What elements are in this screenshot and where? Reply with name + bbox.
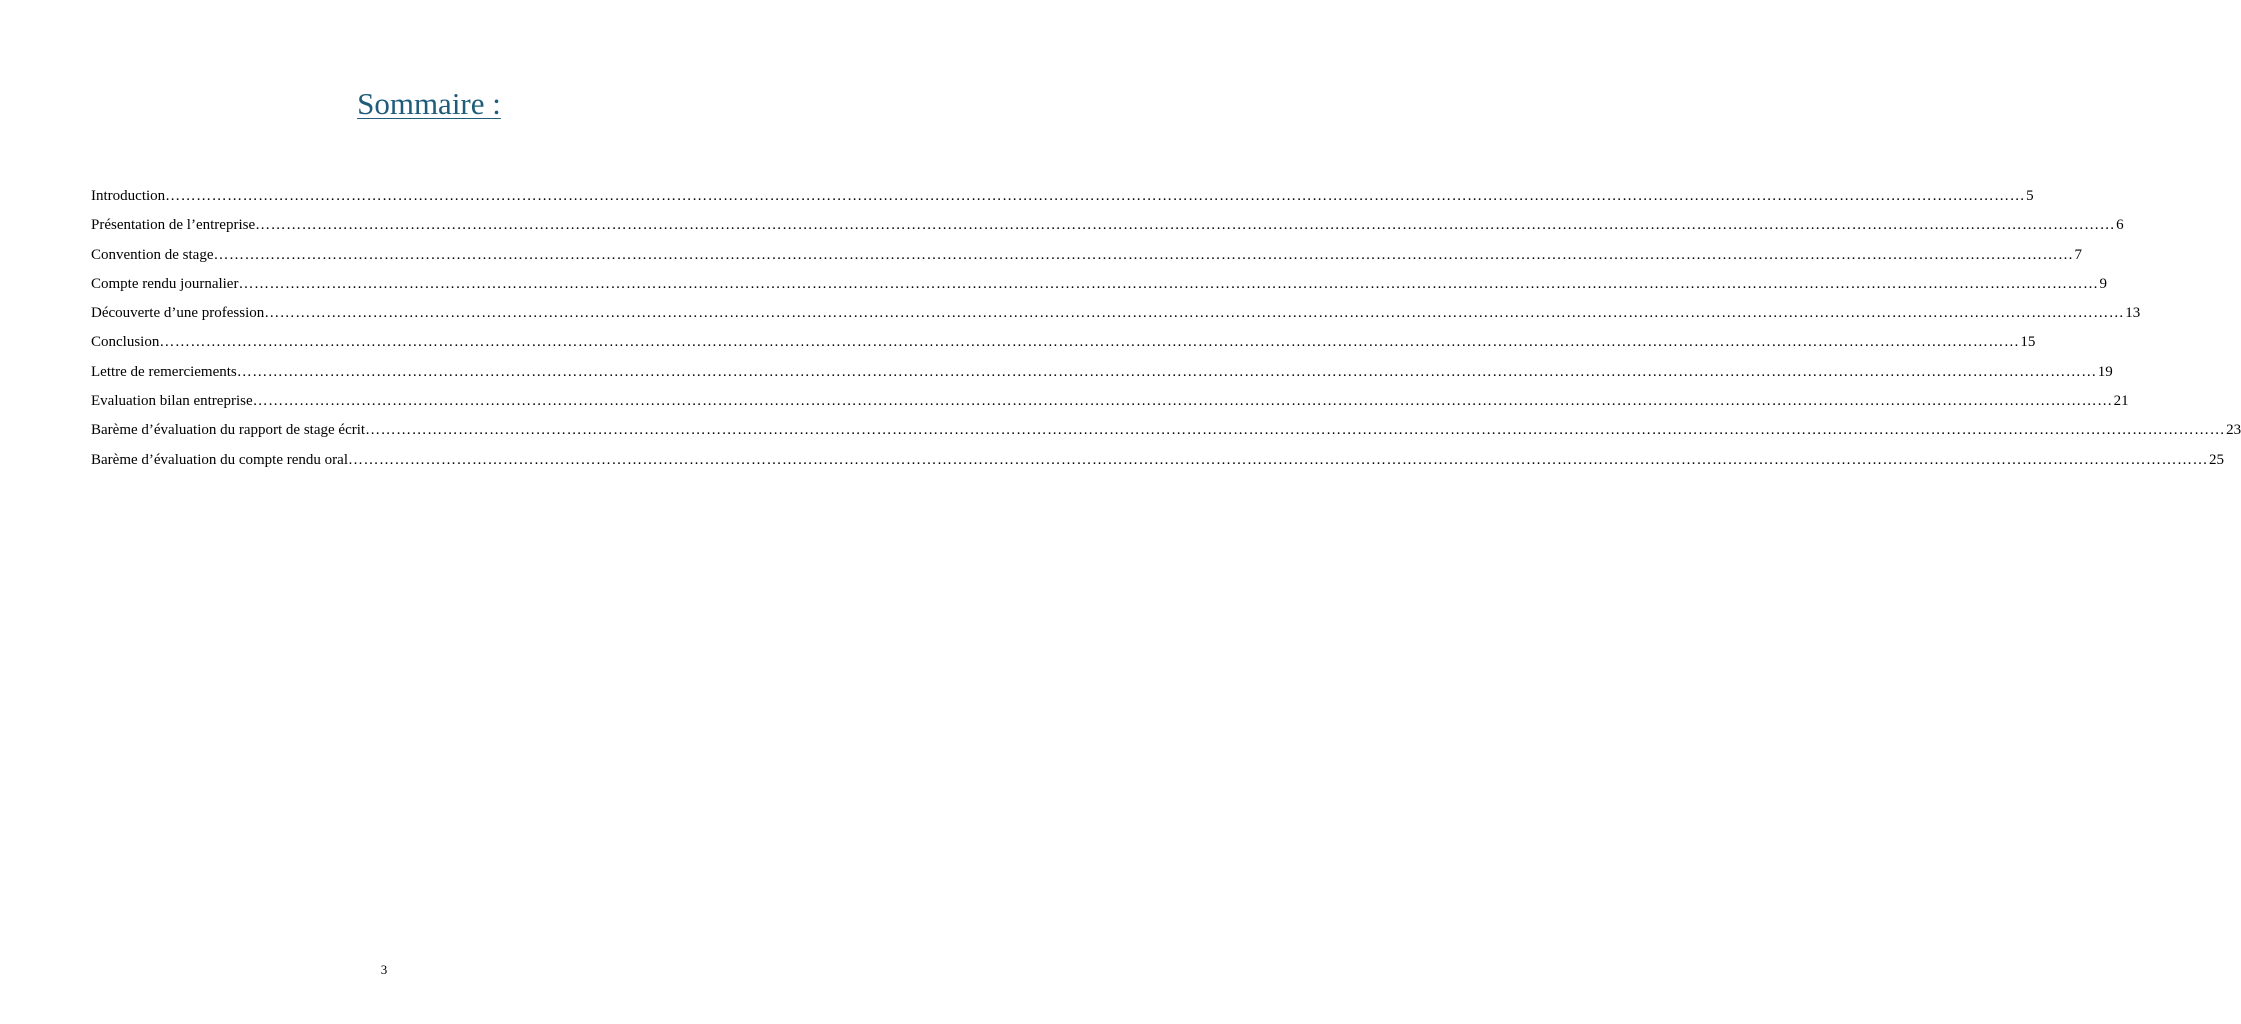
toc-entry-page: 25 bbox=[2209, 451, 2224, 468]
toc-entry-introduction[interactable] bbox=[91, 184, 2034, 213]
toc-entry-page: 13 bbox=[2125, 305, 2141, 322]
toc-dot-leader: ……………………………………………………………………………………………………………………………………………………………………………………………………………………………………………………………………………………………………………………………… bbox=[252, 393, 2113, 410]
toc-dot-leader: ……………………………………………………………………………………………………………………………………………………………………………………………………………………………………………………………………………………………………………………………… bbox=[255, 217, 2116, 234]
toc-dot-leader: ……………………………………………………………………………………………………………………………………………………………………………………………………………………………………………………………………………………………………………………………… bbox=[159, 334, 2020, 351]
toc-dot-leader: ……………………………………………………………………………………………………………………………………………………………………………………………………………………………………………………………………………………………………………………………… bbox=[238, 275, 2099, 292]
toc-entry-page: 7 bbox=[2074, 246, 2082, 263]
toc-entry-conclusion[interactable] bbox=[91, 330, 2036, 359]
toc-dot-leader: ……………………………………………………………………………………………………………………………………………………………………………………………………………………………………………………………………………………………………………………………… bbox=[264, 305, 2125, 322]
toc-entry-page: 21 bbox=[2113, 393, 2129, 410]
toc-entry-label: Lettre de remerciements bbox=[91, 363, 237, 380]
toc-entry-bareme-oral[interactable] bbox=[91, 448, 2224, 477]
toc-dot-leader: ……………………………………………………………………………………………………………………………………………………………………………………………………………………………………………………………………………………………………………………………… bbox=[236, 363, 2097, 380]
toc-entry-page: 15 bbox=[2020, 334, 2036, 351]
toc-entry-label: Evaluation bilan entreprise bbox=[91, 393, 253, 410]
toc-entry-decouverte[interactable] bbox=[91, 301, 2141, 330]
toc-dot-leader: ……………………………………………………………………………………………………………………………………………………………………………………………………………………………………………………………………………………………………………………………… bbox=[365, 422, 2226, 439]
toc-entry-page: 19 bbox=[2097, 363, 2113, 380]
toc-entry-label: Présentation de l’entreprise bbox=[91, 217, 256, 234]
toc-entry-convention[interactable] bbox=[91, 243, 2082, 272]
toc-entry-presentation[interactable] bbox=[91, 213, 2124, 242]
toc-entry-label: Barème d’évaluation du rapport de stage écrit bbox=[91, 422, 366, 439]
toc-entry-label: Conclusion bbox=[91, 334, 160, 351]
toc-dot-leader: ……………………………………………………………………………………………………………………………………………………………………………………………………………………………………………………………………………………………………………………………… bbox=[213, 246, 2074, 263]
page-title: Sommaire : bbox=[357, 86, 501, 121]
toc-dot-leader: ……………………………………………………………………………………………………………………………………………………………………………………………………………………………………………………………………………………………………………………………… bbox=[165, 188, 2026, 204]
table-of-contents bbox=[91, 184, 2241, 477]
toc-entry-bareme-ecrit[interactable] bbox=[91, 418, 2241, 447]
toc-dot-leader: ……………………………………………………………………………………………………………………………………………………………………………………………………………………………………………………………………………………………………………………………… bbox=[348, 451, 2208, 468]
toc-entry-evaluation-bilan[interactable] bbox=[91, 389, 2129, 418]
toc-entry-page: 6 bbox=[2116, 217, 2124, 234]
toc-entry-label: Introduction bbox=[91, 188, 166, 204]
toc-entry-label: Barème d’évaluation du compte rendu oral bbox=[91, 451, 348, 468]
toc-entry-label: Compte rendu journalier bbox=[91, 275, 239, 292]
toc-entry-label: Convention de stage bbox=[91, 246, 214, 263]
toc-entry-page: 23 bbox=[2226, 422, 2241, 439]
page-number: 3 bbox=[380, 962, 388, 977]
toc-entry-label: Découverte d’une profession bbox=[91, 305, 265, 322]
toc-entry-page: 5 bbox=[2026, 188, 2034, 204]
toc-entry-page: 9 bbox=[2099, 275, 2107, 292]
toc-entry-compte-rendu-journalier[interactable] bbox=[91, 272, 2107, 301]
toc-entry-lettre[interactable] bbox=[91, 360, 2113, 389]
